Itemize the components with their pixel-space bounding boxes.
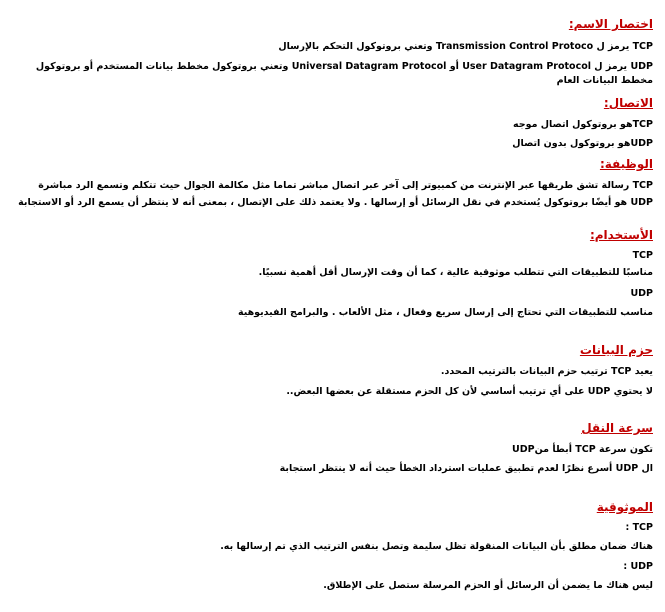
udp-abbreviation-line: UDP يرمز ل User Datagram Protocol أو Universal Datagram Protocol وتعني بروتوكول مخطط بيانات المستخدم أو بروتوكول مخطط البيانات العام bbox=[35, 61, 653, 86]
tcp-speed-line: تكون سرعة TCP أبطأ منUDP bbox=[512, 444, 653, 455]
udp-function-line: UDP هو أيضًا بروتوكول يُستخدم في نقل الرسائل أو إرسالها . ولا يعتمد ذلك على الإتصال ، بمعنى أنه لا ينتظر أن يسمع الرد أو الاستجابة bbox=[18, 197, 653, 208]
tcp-reliability-label: TCP : bbox=[625, 522, 653, 533]
tcp-function-line: TCP رسالة تشق طريقها عبر الإنترنت من كمبيوتر إلى آخر عبر اتصال مباشر تماما مثل مكالمة الجوال حيث تتكلم وتسمع الرد مباشرة bbox=[38, 180, 653, 191]
udp-reliability-line: ليس هناك ما يضمن أن الرسائل أو الحزم المرسلة ستصل على الإطلاق. bbox=[323, 580, 653, 591]
udp-speed-line: ال UDP أسرع نظرًا لعدم تطبيق عمليات استرداد الخطأ حيث أنه لا ينتظر استجابة bbox=[279, 463, 653, 474]
udp-usage-label: UDP bbox=[630, 288, 653, 299]
tcp-packets-line: يعيد TCP ترتيب حزم البيانات بالترتيب المحدد. bbox=[440, 366, 653, 377]
heading-reliability: الموثوقية bbox=[596, 500, 653, 514]
tcp-connection-line: TCPهو بروتوكول اتصال موجه bbox=[513, 119, 653, 130]
heading-name-abbreviation: اختصار الاسم: bbox=[568, 17, 653, 31]
udp-connection-line: UDPهو بروتوكول بدون اتصال bbox=[512, 138, 653, 149]
heading-usage: الأستخدام: bbox=[589, 228, 653, 242]
udp-reliability-label: UDP : bbox=[623, 561, 653, 572]
heading-connection: الاتصال: bbox=[603, 96, 653, 110]
heading-data-packets: حزم البيانات bbox=[579, 343, 653, 357]
tcp-usage-line: مناسبًا للتطبيقات التي تتطلب موثوقية عالية ، كما أن وقت الإرسال أقل أهمية نسبيًا. bbox=[258, 267, 653, 278]
heading-function: الوظيفة: bbox=[599, 157, 653, 171]
tcp-reliability-line: هناك ضمان مطلق بأن البيانات المنقولة تظل سليمة وتصل بنفس الترتيب الذي تم إرسالها به. bbox=[220, 541, 653, 552]
udp-usage-line: مناسب للتطبيقات التي تحتاج إلى إرسال سريع وفعال ، مثل الألعاب . والبرامج الفيديوهية bbox=[237, 307, 653, 318]
tcp-usage-label: TCP bbox=[632, 250, 653, 261]
tcp-abbreviation-line: TCP يرمز ل Transmission Control Protoco وتعني بروتوكول التحكم بالإرسال bbox=[278, 41, 653, 52]
udp-packets-line: لا يحتوي UDP على أي ترتيب أساسي لأن كل الحزم مستقلة عن بعضها البعض.. bbox=[286, 386, 653, 397]
heading-transfer-speed: سرعة النقل bbox=[581, 421, 653, 435]
